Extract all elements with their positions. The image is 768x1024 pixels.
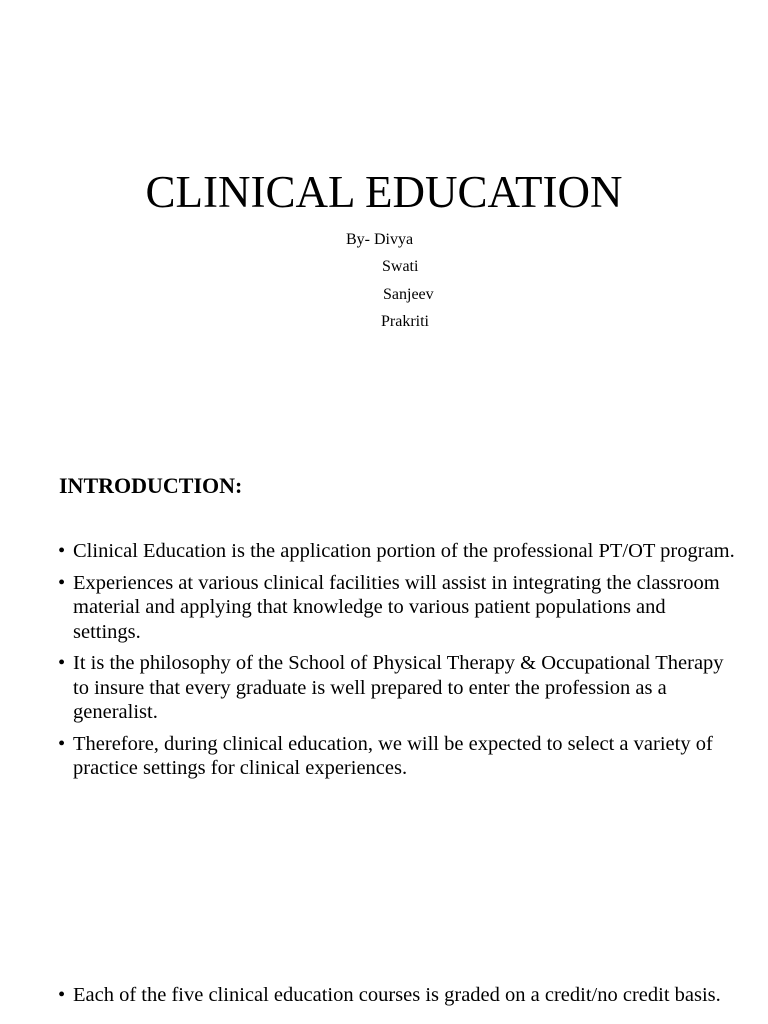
bullet-icon: • [58, 652, 66, 674]
bullet-icon: • [58, 984, 66, 1006]
bullet-text: Each of the five clinical education courses is graded on a credit/no credit basis. [73, 984, 721, 1006]
author-line: Sanjeev [383, 286, 434, 303]
bullet-text: Clinical Education is the application portion of the professional PT/OT program. [73, 540, 735, 562]
grading-bullet-list [58, 983, 738, 1015]
slide-title: CLINICAL EDUCATION [145, 167, 623, 217]
list-item [58, 651, 738, 725]
bullet-icon: • [58, 571, 66, 594]
list-item [58, 983, 738, 1008]
list-item [58, 571, 738, 645]
author-line: Prakriti [381, 313, 429, 330]
list-item [58, 539, 738, 564]
list-item [58, 732, 738, 781]
introduction-bullet-list [58, 539, 738, 788]
section-heading-introduction: INTRODUCTION: [59, 473, 243, 498]
author-line: By- Divya [346, 231, 414, 248]
bullet-icon: • [58, 732, 66, 755]
bullet-text: Experiences at various clinical facilities will assist in integrating the classroom material and applying that knowledge to various patient populations and settings. [73, 571, 720, 643]
bullet-text: It is the philosophy of the School of Physical Therapy & Occupational Therapy to insure that every graduate is well prepared to enter the profession as a generalist. [73, 652, 724, 723]
bullet-text: Therefore, during clinical education, we will be expected to select a variety of practice settings for clinical experiences. [73, 732, 713, 779]
author-line: Swati [382, 258, 419, 275]
bullet-icon: • [58, 540, 66, 562]
